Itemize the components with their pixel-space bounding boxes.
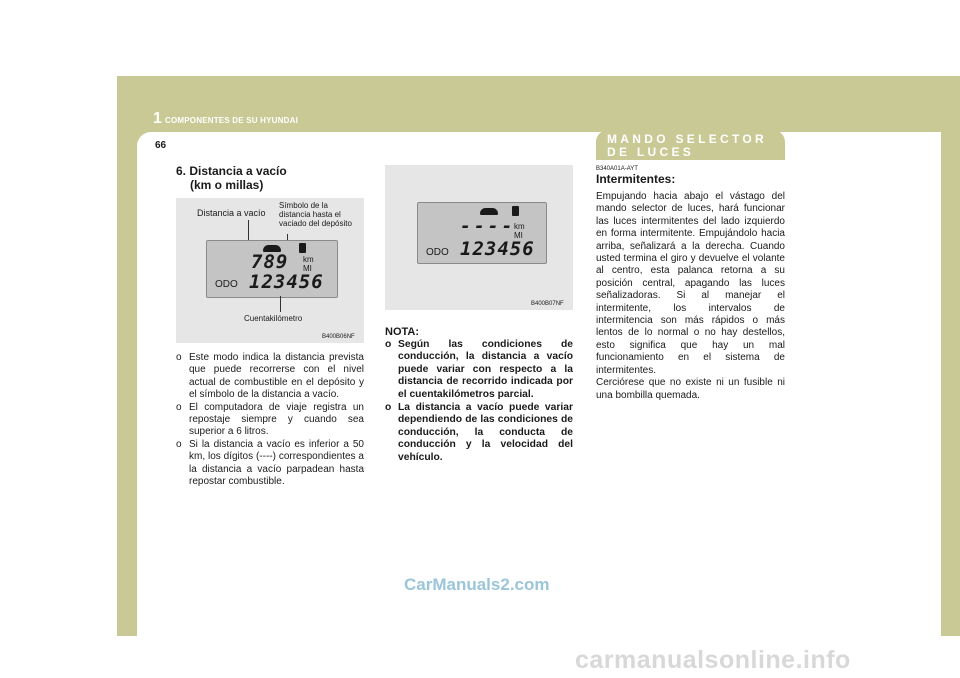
leader-line-odometer bbox=[280, 296, 281, 312]
note-text: Según las condiciones de conducción, la distancia a vacío puede variar con respecto a la distancia de recorrido indicada por el cuentakilómetros parcial. bbox=[398, 338, 573, 400]
figure-empty-range-display bbox=[385, 165, 573, 310]
odo-value: 123456 bbox=[249, 271, 324, 293]
bullet-mark: o bbox=[176, 401, 182, 413]
bullet-mark: o bbox=[385, 401, 392, 413]
watermark-link[interactable]: CarManuals2.com bbox=[404, 575, 550, 594]
bullet-mark: o bbox=[176, 352, 182, 363]
chapter-title: COMPONENTES DE SU HYUNDAI bbox=[165, 116, 299, 125]
body-text-2: Cerciórese que no existe ni un fusible ni una bombilla quemada. bbox=[596, 377, 785, 401]
odo-value: 123456 bbox=[460, 238, 535, 260]
unit-km: km bbox=[303, 255, 314, 264]
body-text: Empujando hacia abajo el vástago del mando selector de luces, hará funcionar las luces intermitentes del lado izquierdo en forma intermitente. Empujándolo hacia arriba, señalizará a la derecha. Cuando usted termina el giro y devuelve el volante al centro, esta palanca retorna a su posición central, apagando las luces señalizadoras. Si al manejar el intermitente, los intervalos de intermitencia son más rápidos o más lentos de lo normal o no hay destellos, esto significa que hay un mal funcionamiento en el sistema de intermitentes. bbox=[596, 191, 785, 376]
range-value: ---- bbox=[460, 216, 516, 237]
list-item bbox=[385, 339, 573, 402]
note-text: La distancia a vacío puede variar dependiendo de las condiciones de conducción, la conducta de conducción y la velocidad del vehículo. bbox=[398, 401, 573, 463]
fuel-pump-icon bbox=[299, 243, 306, 253]
note-block bbox=[385, 326, 573, 465]
subheading: Intermitentes: bbox=[596, 172, 676, 186]
bullet-text: El computadora de viaje registra un repostaje siempre y cuando sea superior a 6 litros. bbox=[189, 401, 364, 438]
note-title: NOTA: bbox=[385, 326, 420, 338]
chapter-number: 1 bbox=[153, 110, 162, 127]
unit-mi: MI bbox=[514, 231, 523, 240]
unit-km: km bbox=[514, 222, 525, 231]
label-distance: Distancia a vacío bbox=[197, 208, 266, 218]
section-title-tab bbox=[596, 130, 785, 160]
range-value: 789 bbox=[251, 251, 289, 273]
fuel-pump-icon bbox=[512, 206, 519, 216]
section-title: MANDO SELECTOR DE LUCES bbox=[607, 132, 767, 159]
odo-label: ODO bbox=[215, 279, 238, 290]
bullet-text: Si la distancia a vacío es inferior a 50 km, los dígitos (----) correspondientes a la distancia a vacío parpadean hasta repostar combustible. bbox=[189, 438, 364, 488]
section-code: B340A01A-AYT bbox=[596, 166, 638, 172]
right-column bbox=[596, 166, 785, 402]
left-bullet-list bbox=[176, 352, 364, 488]
list-item bbox=[176, 352, 364, 402]
list-item bbox=[176, 402, 364, 439]
figure-range-display bbox=[176, 198, 364, 343]
lcd-screen bbox=[206, 240, 338, 298]
left-heading-line2: (km o millas) bbox=[190, 178, 264, 192]
figure-code: B400B06NF bbox=[322, 334, 355, 340]
left-heading-line1: 6. Distancia a vacío bbox=[176, 164, 287, 178]
left-heading bbox=[176, 164, 287, 192]
unit-mi: MI bbox=[303, 264, 312, 273]
watermark-footer: carmanualsonline.info bbox=[575, 646, 851, 674]
figure-code: B400B07NF bbox=[531, 301, 564, 307]
list-item bbox=[176, 439, 364, 489]
page-number: 66 bbox=[155, 140, 167, 151]
car-icon bbox=[480, 208, 498, 215]
bullet-text: Este modo indica la distancia prevista que puede recorrerse con el nivel actual de combustible en el depósito y el símbolo de la distancia a vacío. bbox=[189, 352, 364, 401]
odo-label: ODO bbox=[426, 247, 449, 258]
bullet-mark: o bbox=[385, 338, 392, 350]
bullet-mark: o bbox=[176, 438, 182, 450]
lcd-screen bbox=[417, 202, 547, 264]
label-symbol: Símbolo de la distancia hasta el vaciado del depósito bbox=[279, 201, 352, 228]
label-odometer: Cuentakilómetro bbox=[244, 314, 303, 323]
list-item bbox=[385, 402, 573, 465]
